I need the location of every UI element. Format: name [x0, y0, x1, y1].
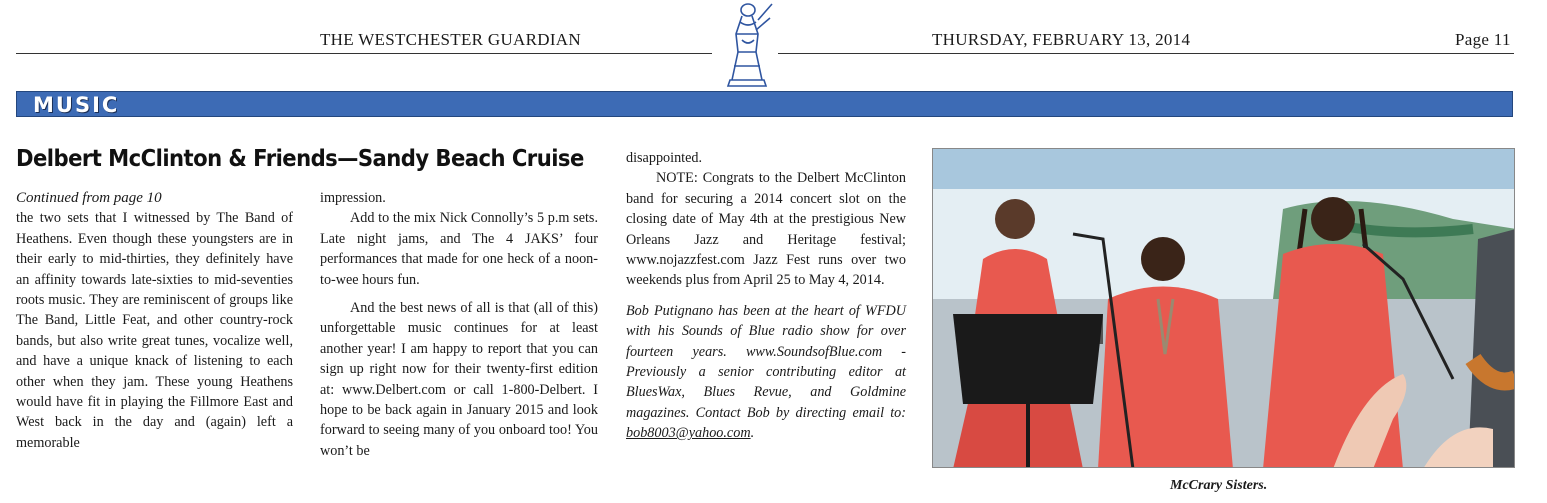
continued-from-note: Continued from page 10: [16, 190, 162, 206]
article-column-3: [626, 148, 906, 444]
author-bio: [626, 301, 906, 444]
article-column-2: [320, 188, 598, 461]
author-email-link[interactable]: bob8003@yahoo.com: [626, 425, 751, 442]
concert-photo-image: [933, 149, 1515, 468]
column-1-text: the two sets that I witnessed by The Band of Heathens. Even though these youngsters are in their early to mid-thirties, they definitely have an affinity towards late-sixties to mid-seventies roots music. They are reminiscent of groups like The Band, Little Feat, and other country-rock bands, but also write great tunes, vocalize well, and have a unique knack of listening to each other when they jam. These young Heathens would have fit in playing the Fillmore East and West back in the day and (again) left a memorable: [16, 210, 293, 451]
photo-caption: McCrary Sisters.: [1170, 478, 1268, 493]
minuteman-statue-icon: [712, 0, 778, 88]
newspaper-name: THE WESTCHESTER GUARDIAN: [320, 30, 581, 49]
column-3-paragraph-1: disappointed.: [626, 150, 703, 166]
column-2-paragraph-2: Add to the mix Nick Connolly’s 5 p.m sets. Late night jams, and The 4 JAKS’ four performances that made for one heck of a noon-to-wee hours fun.: [320, 210, 598, 288]
column-2-paragraph-1: impression.: [320, 190, 386, 206]
section-label: MUSIC: [33, 93, 120, 117]
music-section-bar: [16, 91, 1513, 117]
masthead: [0, 0, 1547, 90]
article-headline: Delbert McClinton & Friends—Sandy Beach Cruise: [16, 146, 584, 172]
author-bio-end: .: [750, 425, 755, 442]
article-column-1: [16, 188, 293, 453]
column-2-paragraph-3: And the best news of all is that (all of this) unforgettable music continues for at least another year! I am happy to report that you can sign up right now for their twenty-first edition at: www.Delbert.com or call 1-800-Delbert. I hope to be back again in January 2015 and look forward to seeing many of you onboard too! You won’t be: [320, 300, 598, 459]
page-number: Page 11: [1455, 30, 1511, 49]
mccrary-sisters-photo: [932, 148, 1515, 468]
author-bio-text: Bob Putignano has been at the heart of WFDU with his Sounds of Blue radio show for over fourteen years. www.SoundsofBlue.com - Previously a senior contributing editor at BluesWax, Blues Revue, and Goldmine magazines. Contact Bob by directing email to:: [626, 302, 906, 421]
column-3-paragraph-2: NOTE: Congrats to the Delbert McClinton band for securing a 2014 concert slot on the closing date of May 4th at the prestigious New Orleans Jazz and Heritage festival; www.nojazzfest.com Jazz Fest runs over two weekends plus from April 25 to May 4, 2014.: [626, 170, 906, 289]
issue-date: THURSDAY, FEBRUARY 13, 2014: [932, 30, 1191, 49]
